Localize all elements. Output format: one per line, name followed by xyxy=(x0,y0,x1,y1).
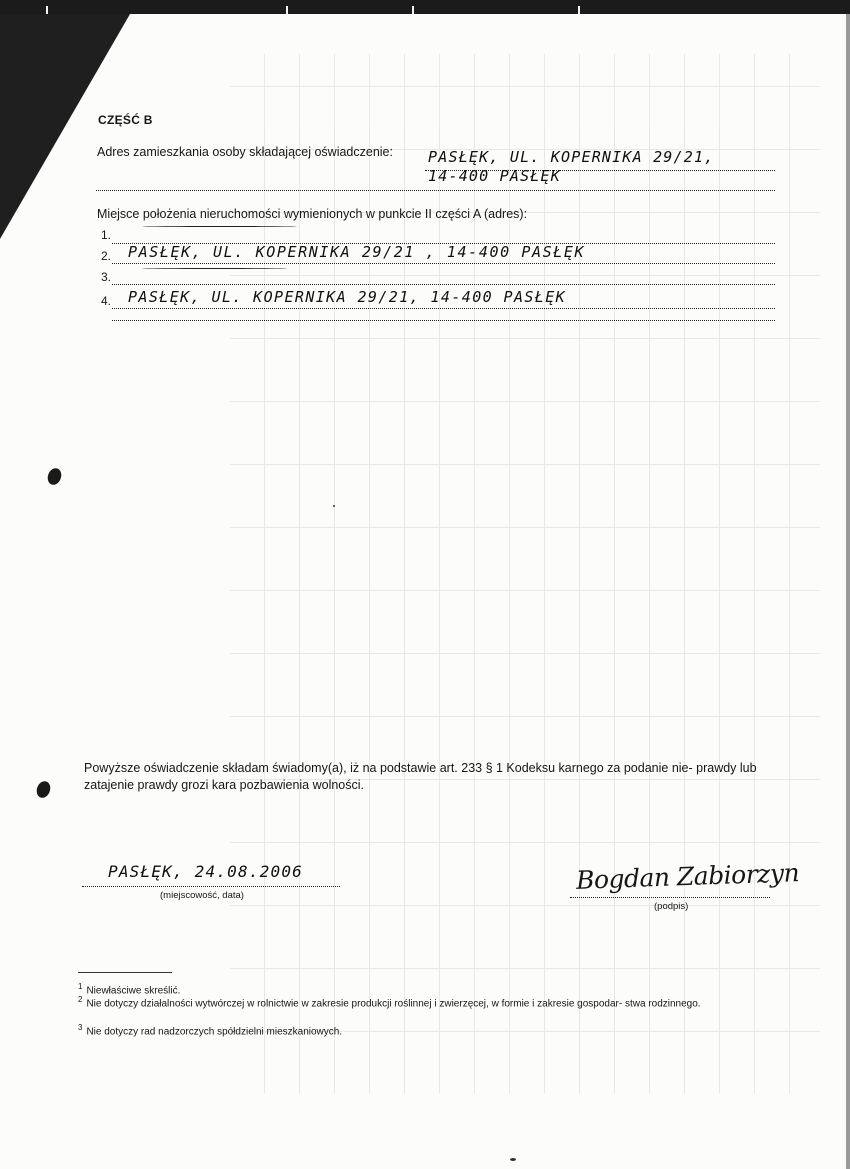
place-date-value: PASŁĘK, 24.08.2006 xyxy=(108,862,303,881)
location-item-value: PASŁĘK, UL. KOPERNIKA 29/21 , 14-400 PASŁĘK xyxy=(128,243,586,261)
handwritten-underline xyxy=(142,268,287,269)
footnote-text: Nie dotyczy działalności wytwórczej w rolnictwie w zakresie produkcji roślinnej i zwierzęcej, w formie i zakresie gospodar- stwa rodzinnego. xyxy=(86,998,701,1010)
location-item-number: 1. xyxy=(101,228,112,242)
signature-caption: (podpis) xyxy=(654,901,689,912)
scan-speck xyxy=(510,1158,516,1161)
footnote xyxy=(78,1022,768,1038)
scan-tick xyxy=(46,6,48,14)
footnote-rule xyxy=(78,972,172,973)
section-title: CZĘŚĆ B xyxy=(98,113,153,127)
footnote-mark: 3 xyxy=(78,1023,83,1032)
scan-top-band xyxy=(0,0,850,14)
address-line-2 xyxy=(96,190,775,191)
location-item-number: 2. xyxy=(101,249,112,263)
scan-tick xyxy=(412,6,414,14)
scan-tick xyxy=(578,6,580,14)
footnote-text: Nie dotyczy rad nadzorczych spółdzielni mieszkaniowych. xyxy=(86,1026,343,1038)
address-value-line-2: 14-400 PASŁĘK xyxy=(428,167,561,185)
signature-line xyxy=(570,897,770,898)
address-value-line-1: PASŁĘK, UL. KOPERNIKA 29/21, xyxy=(428,148,715,166)
place-date-line xyxy=(82,886,340,887)
location-extra-line xyxy=(112,320,775,321)
page-edge-shadow xyxy=(846,14,850,1169)
location-item-value: PASŁĘK, UL. KOPERNIKA 29/21, 14-400 PASŁĘK xyxy=(128,288,567,306)
footnote xyxy=(78,994,768,1010)
declaration-text: Powyższe oświadczenie składam świadomy(a), iż na podstawie art. 233 § 1 Kodeksu karnego za podanie nie- prawdy lub zatajenie prawdy grozi kara pozbawienia wolności. xyxy=(84,761,757,792)
scan-speck xyxy=(333,505,335,507)
handwritten-underline xyxy=(142,226,297,227)
location-label: Miejsce położenia nieruchomości wymienionych w punkcie II części A (adres): xyxy=(97,207,528,221)
location-item-line xyxy=(112,284,775,285)
location-item-line xyxy=(112,263,775,264)
footnote-mark: 1 xyxy=(78,982,83,991)
footnote-mark: 2 xyxy=(78,995,83,1004)
location-item-number: 4. xyxy=(101,294,112,308)
signature: Bogdan Zabiorzyn xyxy=(575,858,800,895)
footnote-text: Niewłaściwe skreślić. xyxy=(86,985,181,997)
address-label: Adres zamieszkania osoby składającej oświadczenie: xyxy=(97,145,393,159)
location-item-number: 3. xyxy=(101,270,112,284)
location-item-line xyxy=(112,308,775,309)
scan-tick xyxy=(286,6,288,14)
place-date-caption: (miejscowość, data) xyxy=(160,890,244,901)
